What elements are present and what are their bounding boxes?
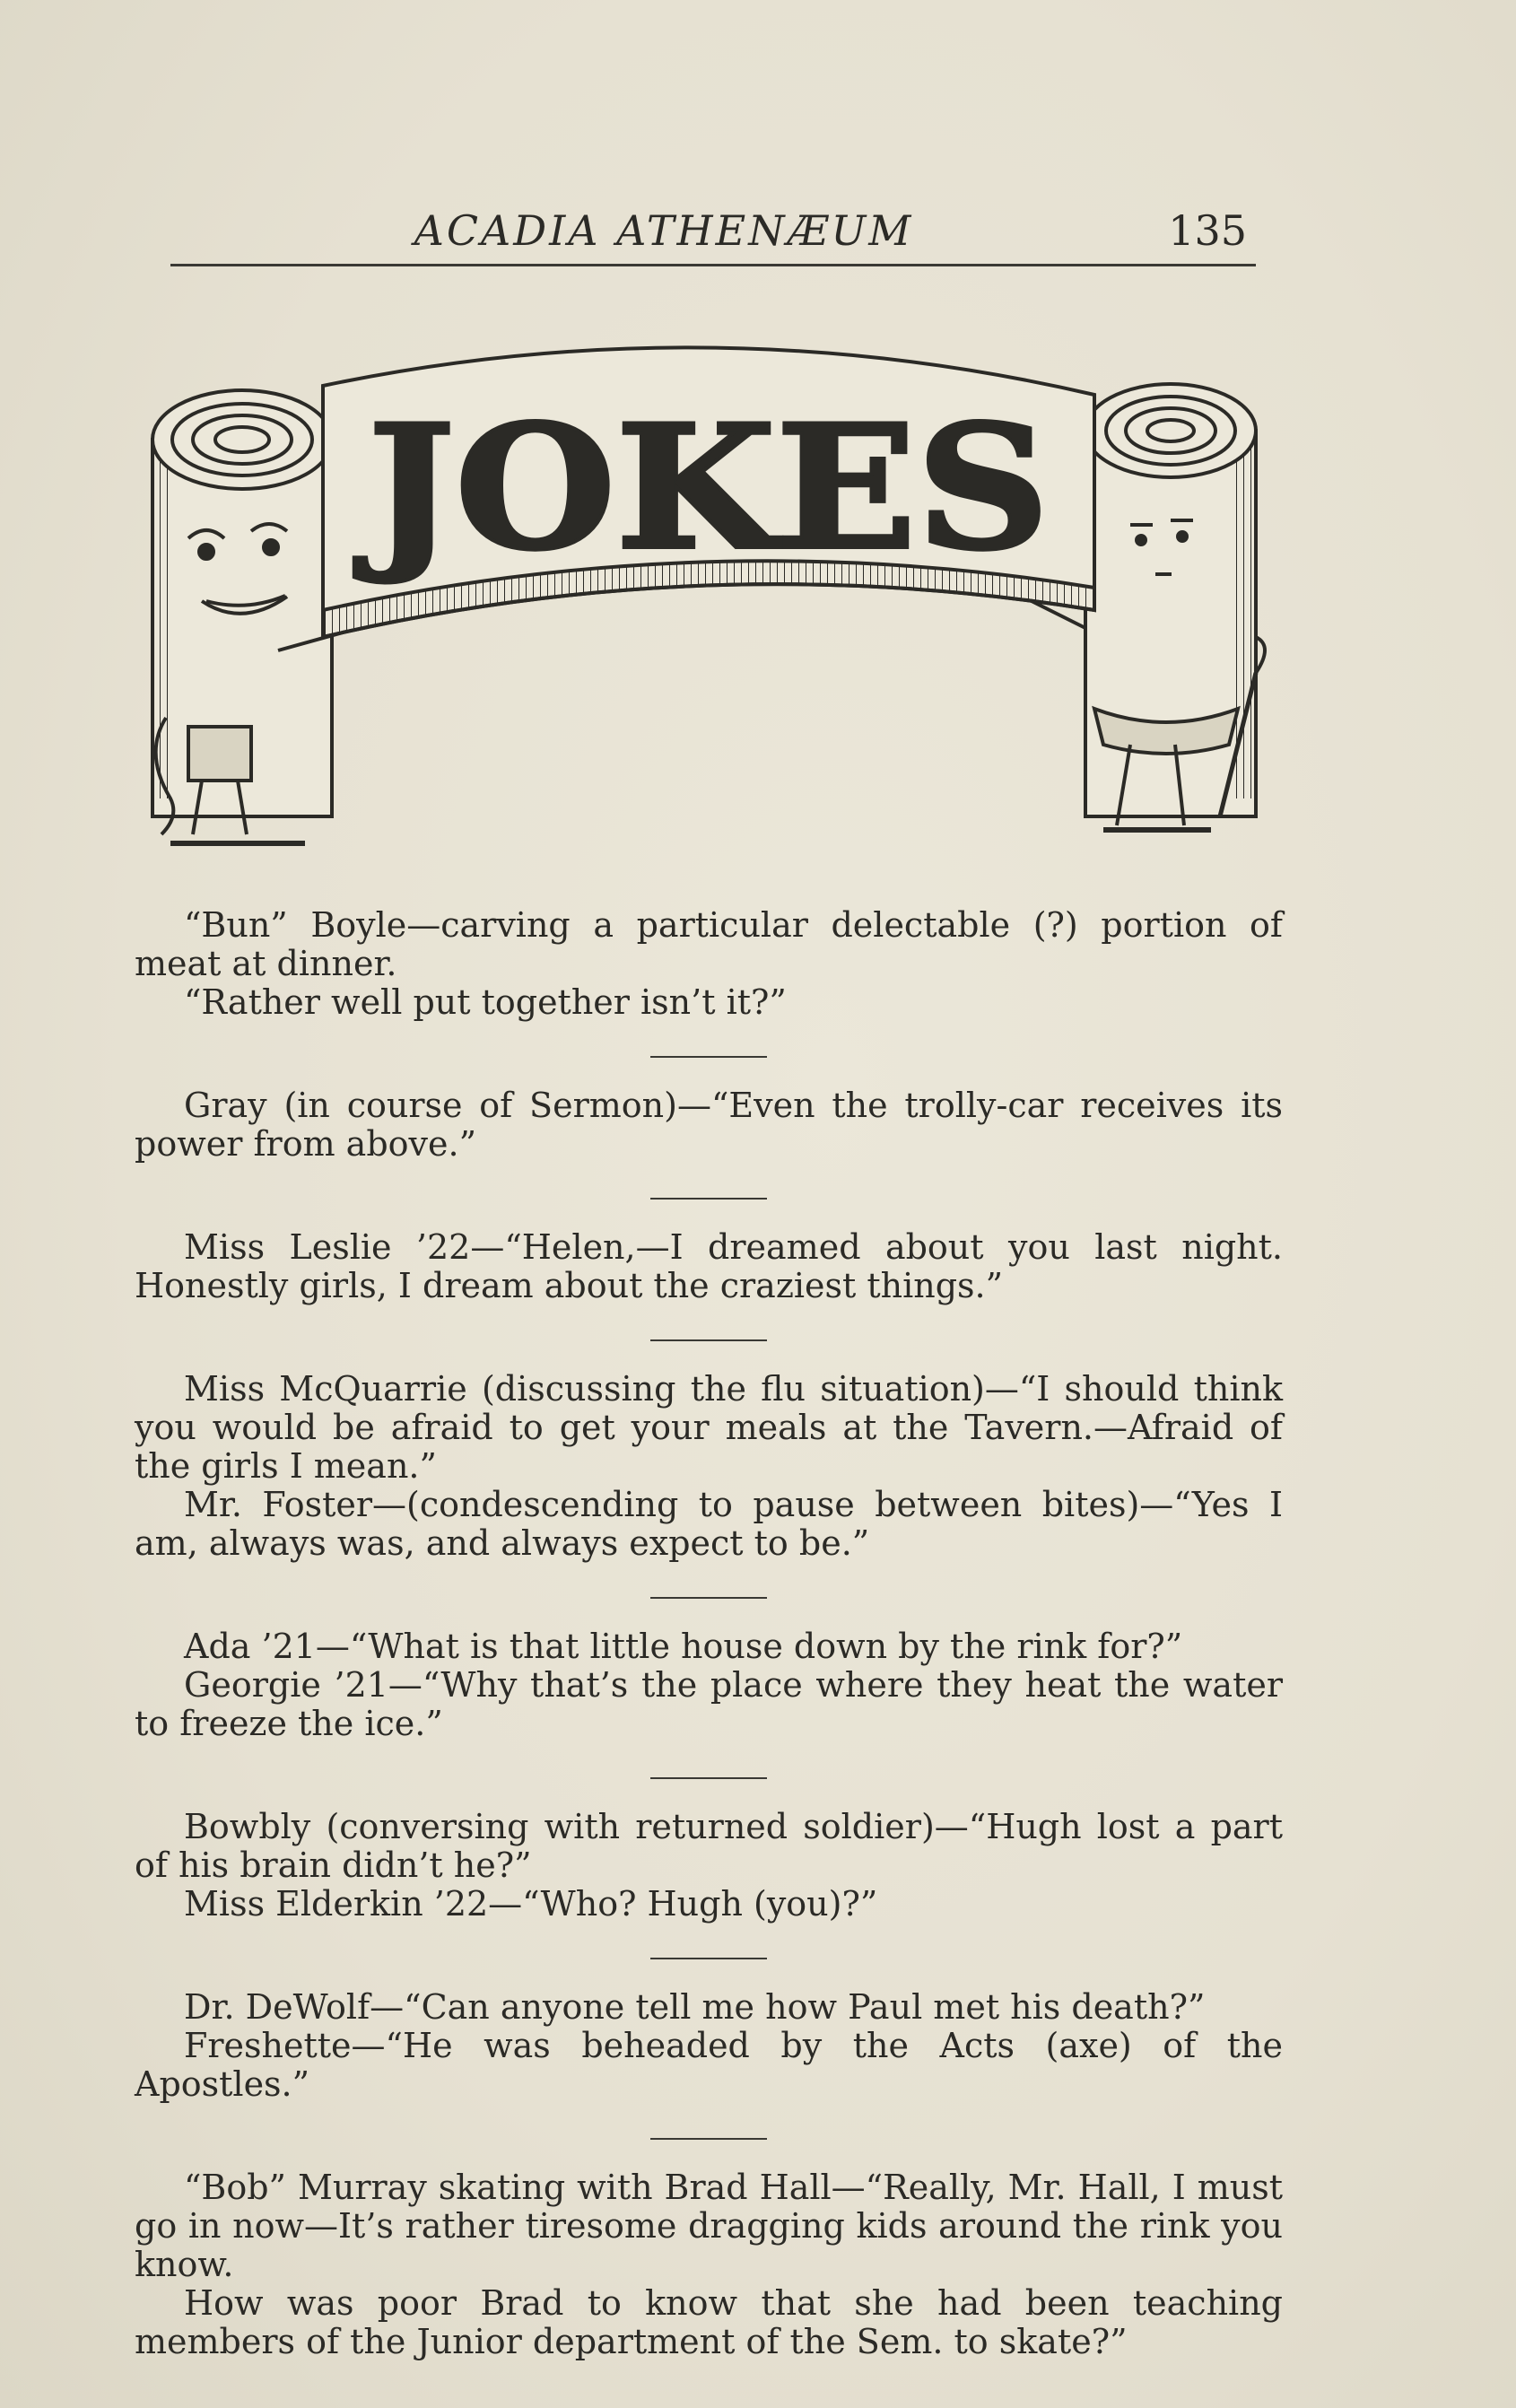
joke-paragraph: “Rather well put together isn’t it?” [184,982,787,1022]
joke-entry-7 [135,1988,1283,2104]
joke-paragraph: Ada ’21—“What is that little house down by the rink for?” [184,1627,1183,1666]
joke-paragraph: Miss Leslie ’22—“Helen,—I dreamed about you last night. Honestly girls, I dream about the craziest things.” [135,1227,1283,1305]
joke-paragraph: Miss Elderkin ’22—“Who? Hugh (you)?” [184,1884,878,1924]
separator-rule [650,1777,767,1779]
page-number: 135 [1168,206,1247,255]
joke-paragraph: Georgie ’21—“Why that’s the place where they heat the water to freeze the ice.” [135,1665,1283,1743]
joke-paragraph: Freshette—“He was beheaded by the Acts (axe) of the Apostles.” [135,2026,1283,2104]
joke-paragraph: How was poor Brad to know that she had been teaching members of the Junior department of the Sem. to skate?” [135,2283,1283,2361]
jokes-banner-illustration [117,332,1301,870]
joke-entry-3 [135,1228,1283,1305]
joke-entry-5 [135,1627,1283,1743]
joke-paragraph: Miss McQuarrie (discussing the flu situation)—“I should think you would be afraid to get your meals at the Tavern.—Afraid of the girls I mean.” [135,1369,1283,1486]
running-title: ACADIA ATHENÆUM [414,206,914,255]
banner-title: JOKES [353,388,1050,588]
joke-paragraph: Bowbly (conversing with returned soldier)—“Hugh lost a part of his brain didn’t he?” [135,1807,1283,1885]
separator-rule [650,1056,767,1058]
joke-entry-1 [135,906,1283,1022]
separator-rule [650,1597,767,1599]
page-header [170,199,1256,266]
joke-entry-2 [135,1086,1283,1164]
separator-rule [650,1198,767,1200]
joke-entry-6 [135,1808,1283,1924]
separator-rule [650,1958,767,1959]
separator-rule [650,1339,767,1341]
joke-paragraph: “Bob” Murray skating with Brad Hall—“Really, Mr. Hall, I must go in now—It’s rather tiresome dragging kids around the rink you know. [135,2168,1283,2284]
joke-paragraph: Gray (in course of Sermon)—“Even the trolly-car receives its power from above.” [135,1086,1283,1164]
joke-paragraph: Mr. Foster—(condescending to pause between bites)—“Yes I am, always was, and always expect to be.” [135,1485,1283,1563]
joke-entry-8 [135,2168,1283,2361]
joke-entry-4 [135,1370,1283,1563]
joke-paragraph: “Bun” Boyle—carving a particular delectable (?) portion of meat at dinner. [135,905,1283,983]
jokes-list [135,906,1283,2361]
joke-paragraph: Dr. DeWolf—“Can anyone tell me how Paul met his death?” [184,1987,1206,2027]
separator-rule [650,2138,767,2140]
